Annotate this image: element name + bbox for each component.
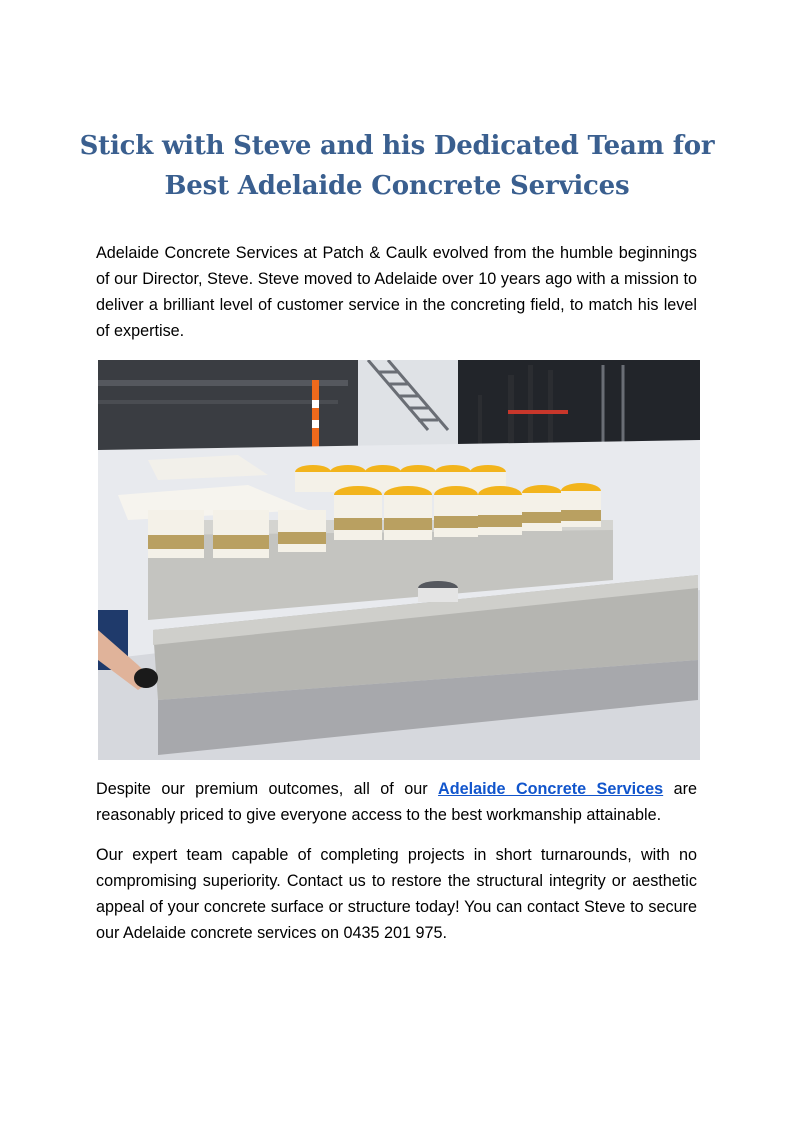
pricing-paragraph — [96, 776, 697, 828]
safety-bollard — [312, 380, 319, 455]
contact-paragraph: Our expert team capable of completing projects in short turnarounds, with no compromising superiority. Contact us to restore the structural integrity or aesthetic appeal of your concrete surface or structure today! You can contact Steve to secure our Adelaide concrete services on 0435 201 975. — [96, 846, 697, 942]
title-line-1: Stick with Steve and his Dedicated Team for — [79, 131, 715, 161]
pricing-text-before: Despite our premium outcomes, all of our — [96, 780, 439, 798]
intro-paragraph: Adelaide Concrete Services at Patch & Caulk evolved from the humble beginnings of our Director, Steve. Steve moved to Adelaide over 10 years ago with a mission to deliver a brilliant level of customer service in the concreting field, to match his level of expertise. — [96, 244, 697, 340]
page-title — [70, 126, 724, 206]
pricing-text-after: are reasonably priced to give everyone access to the best workmanship attainable. — [96, 780, 697, 824]
adelaide-concrete-services-link[interactable]: Adelaide Concrete Services — [438, 780, 664, 798]
concrete-site-photo — [98, 360, 700, 760]
title-line-2: Best Adelaide Concrete Services — [164, 171, 630, 201]
